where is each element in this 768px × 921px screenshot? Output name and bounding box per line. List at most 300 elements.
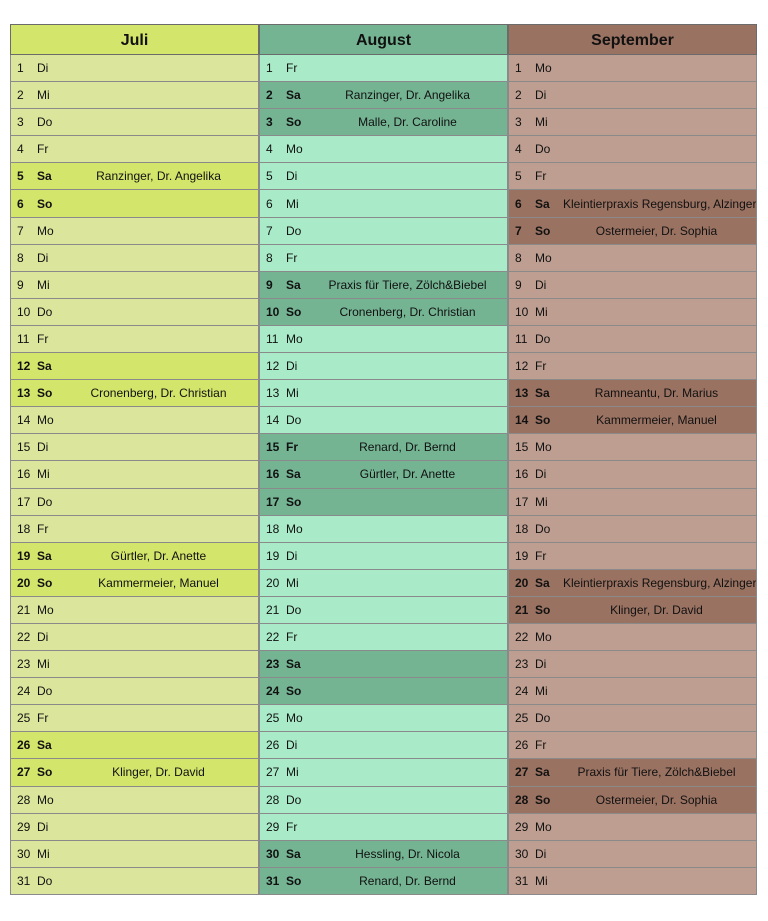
weekday-label: Do <box>286 413 302 428</box>
day-row <box>259 218 508 245</box>
day-number: 15 <box>17 440 31 455</box>
day-row <box>508 326 757 353</box>
weekday-label: Fr <box>535 548 547 563</box>
day-row <box>508 461 757 488</box>
day-row <box>259 678 508 705</box>
day-row <box>508 597 757 624</box>
day-number: 13 <box>515 386 529 401</box>
day-number: 29 <box>17 819 31 834</box>
day-number: 25 <box>17 711 31 726</box>
day-number: 14 <box>266 413 280 428</box>
weekday-label: So <box>286 115 302 130</box>
day-number: 8 <box>266 250 273 265</box>
weekday-label: Fr <box>286 61 298 76</box>
weekday-label: So <box>535 223 551 238</box>
weekday-label: Di <box>286 359 298 374</box>
weekday-label: Mo <box>286 142 303 157</box>
day-row <box>259 814 508 841</box>
day-row <box>508 136 757 163</box>
weekday-label: Do <box>37 115 53 130</box>
weekday-label: Mi <box>535 684 548 699</box>
day-number: 25 <box>515 711 529 726</box>
weekday-label: So <box>37 765 53 780</box>
weekday-label: Sa <box>286 467 301 482</box>
day-number: 31 <box>515 873 529 888</box>
weekday-label: Di <box>535 846 547 861</box>
day-row <box>259 787 508 814</box>
day-row <box>10 218 259 245</box>
day-number: 12 <box>515 359 529 374</box>
on-duty-practice: Ostermeier, Dr. Sophia <box>595 223 718 238</box>
weekday-label: Mi <box>535 115 548 130</box>
day-number: 27 <box>17 765 31 780</box>
weekday-label: Mi <box>286 575 299 590</box>
month-header: Juli <box>10 24 259 55</box>
day-row <box>508 624 757 651</box>
weekday-label: Fr <box>535 359 547 374</box>
day-number: 31 <box>17 873 31 888</box>
weekday-label: Sa <box>37 169 52 184</box>
weekday-label: Mi <box>535 304 548 319</box>
day-row <box>10 570 259 597</box>
day-number: 13 <box>266 386 280 401</box>
day-row <box>259 732 508 759</box>
day-row <box>508 299 757 326</box>
on-duty-practice: Kammermeier, Manuel <box>596 413 717 428</box>
day-number: 24 <box>17 684 31 699</box>
weekday-label: Do <box>286 223 302 238</box>
day-number: 26 <box>515 738 529 753</box>
day-number: 7 <box>266 223 273 238</box>
day-row <box>259 705 508 732</box>
day-row <box>10 678 259 705</box>
day-number: 16 <box>17 467 31 482</box>
weekday-label: Di <box>535 467 547 482</box>
weekday-label: Mi <box>37 277 50 292</box>
day-row <box>259 516 508 543</box>
day-number: 8 <box>515 250 522 265</box>
weekday-label: Mi <box>37 467 50 482</box>
day-number: 22 <box>266 630 280 645</box>
day-number: 6 <box>266 196 273 211</box>
weekday-label: So <box>286 684 302 699</box>
month-column-juli <box>10 24 259 895</box>
weekday-label: So <box>37 386 53 401</box>
day-number: 21 <box>266 602 280 617</box>
on-duty-practice: Klinger, Dr. David <box>610 602 703 617</box>
day-number: 13 <box>17 386 31 401</box>
day-row <box>259 868 508 895</box>
weekday-label: Mo <box>37 223 54 238</box>
day-number: 23 <box>17 657 31 672</box>
day-number: 28 <box>17 792 31 807</box>
weekday-label: Di <box>37 61 49 76</box>
weekday-label: Mi <box>37 657 50 672</box>
weekday-label: Fr <box>37 521 49 536</box>
weekday-label: Do <box>37 304 53 319</box>
day-number: 3 <box>17 115 24 130</box>
day-row <box>10 489 259 516</box>
day-row <box>10 814 259 841</box>
day-number: 18 <box>515 521 529 536</box>
day-number: 2 <box>515 88 522 103</box>
day-row <box>259 326 508 353</box>
day-number: 4 <box>266 142 273 157</box>
day-row <box>259 163 508 190</box>
day-number: 23 <box>515 657 529 672</box>
day-number: 1 <box>266 61 273 76</box>
on-duty-practice: Renard, Dr. Bernd <box>359 440 456 455</box>
day-number: 30 <box>266 846 280 861</box>
day-row <box>10 841 259 868</box>
on-duty-practice: Renard, Dr. Bernd <box>359 873 456 888</box>
day-number: 22 <box>17 630 31 645</box>
day-number: 18 <box>266 521 280 536</box>
day-row <box>259 489 508 516</box>
day-row <box>259 109 508 136</box>
weekday-label: Sa <box>535 575 550 590</box>
day-number: 5 <box>266 169 273 184</box>
weekday-label: Do <box>286 792 302 807</box>
weekday-label: Mi <box>286 765 299 780</box>
day-row <box>10 109 259 136</box>
weekday-label: Mi <box>535 494 548 509</box>
day-number: 11 <box>515 331 528 346</box>
day-number: 7 <box>17 223 24 238</box>
day-row <box>508 705 757 732</box>
day-row <box>508 841 757 868</box>
day-row <box>10 380 259 407</box>
weekday-label: Sa <box>286 657 301 672</box>
on-duty-practice: Kammermeier, Manuel <box>98 575 219 590</box>
day-row <box>10 461 259 488</box>
day-number: 17 <box>515 494 529 509</box>
day-row <box>508 163 757 190</box>
day-number: 21 <box>17 602 31 617</box>
weekday-label: So <box>37 575 53 590</box>
day-row <box>10 543 259 570</box>
weekday-label: Do <box>535 331 551 346</box>
day-number: 31 <box>266 873 280 888</box>
day-number: 26 <box>17 738 31 753</box>
weekday-label: Sa <box>535 765 550 780</box>
day-row <box>259 299 508 326</box>
day-row <box>508 814 757 841</box>
day-row <box>508 489 757 516</box>
day-row <box>508 407 757 434</box>
day-row <box>508 543 757 570</box>
day-number: 11 <box>17 331 30 346</box>
day-row <box>10 136 259 163</box>
day-row <box>259 597 508 624</box>
day-row <box>10 407 259 434</box>
weekday-label: Fr <box>286 819 298 834</box>
day-row <box>10 82 259 109</box>
weekday-label: Mo <box>535 819 552 834</box>
day-row <box>259 245 508 272</box>
day-row <box>508 245 757 272</box>
day-row <box>259 136 508 163</box>
weekday-label: Mo <box>37 792 54 807</box>
day-number: 9 <box>515 277 522 292</box>
day-number: 16 <box>515 467 529 482</box>
day-number: 18 <box>17 521 31 536</box>
weekday-label: Di <box>286 548 298 563</box>
weekday-label: Mo <box>286 521 303 536</box>
weekday-label: Mo <box>535 61 552 76</box>
weekday-label: Fr <box>535 169 547 184</box>
day-number: 29 <box>515 819 529 834</box>
day-number: 14 <box>17 413 31 428</box>
weekday-label: Mi <box>535 873 548 888</box>
day-number: 12 <box>17 359 31 374</box>
day-row <box>10 597 259 624</box>
day-number: 7 <box>515 223 522 238</box>
weekday-label: Di <box>286 169 298 184</box>
day-row <box>259 82 508 109</box>
on-duty-practice: Hessling, Dr. Nicola <box>355 846 460 861</box>
day-number: 3 <box>515 115 522 130</box>
weekday-label: Do <box>37 684 53 699</box>
weekday-label: Di <box>37 250 49 265</box>
day-row <box>259 624 508 651</box>
day-number: 19 <box>515 548 529 563</box>
day-row <box>508 570 757 597</box>
day-number: 26 <box>266 738 280 753</box>
day-row <box>259 55 508 82</box>
day-number: 25 <box>266 711 280 726</box>
day-number: 17 <box>266 494 280 509</box>
day-row <box>10 326 259 353</box>
weekday-label: Sa <box>286 846 301 861</box>
day-number: 24 <box>266 684 280 699</box>
day-row <box>10 759 259 786</box>
on-duty-practice: Kleintierpraxis Regensburg, Alzinger <box>563 196 756 211</box>
weekday-label: Sa <box>37 548 52 563</box>
day-row <box>10 353 259 380</box>
day-number: 2 <box>17 88 24 103</box>
day-number: 3 <box>266 115 273 130</box>
on-duty-practice: Kleintierpraxis Regensburg, Alzinger <box>563 575 756 590</box>
day-row <box>259 543 508 570</box>
day-row <box>10 705 259 732</box>
weekday-label: Do <box>535 521 551 536</box>
day-number: 6 <box>17 196 24 211</box>
on-duty-practice: Praxis für Tiere, Zölch&Biebel <box>328 277 487 292</box>
weekday-label: Sa <box>286 88 301 103</box>
weekday-label: Mo <box>286 331 303 346</box>
day-number: 27 <box>266 765 280 780</box>
weekday-label: Mo <box>535 250 552 265</box>
on-duty-practice: Klinger, Dr. David <box>112 765 205 780</box>
weekday-label: Fr <box>286 250 298 265</box>
day-row <box>10 245 259 272</box>
weekday-label: So <box>286 494 302 509</box>
day-row <box>508 516 757 543</box>
weekday-label: Fr <box>37 331 49 346</box>
day-row <box>259 380 508 407</box>
day-number: 8 <box>17 250 24 265</box>
weekday-label: Sa <box>535 386 550 401</box>
weekday-label: So <box>535 413 551 428</box>
on-duty-practice: Cronenberg, Dr. Christian <box>339 304 476 319</box>
day-number: 28 <box>266 792 280 807</box>
day-row <box>10 624 259 651</box>
day-number: 15 <box>266 440 280 455</box>
weekday-label: Fr <box>37 711 49 726</box>
weekday-label: Mi <box>37 846 50 861</box>
month-header: September <box>508 24 757 55</box>
weekday-label: So <box>535 792 551 807</box>
day-number: 17 <box>17 494 31 509</box>
day-row <box>10 732 259 759</box>
weekday-label: Mi <box>37 88 50 103</box>
on-duty-practice: Praxis für Tiere, Zölch&Biebel <box>577 765 736 780</box>
weekday-label: Do <box>535 142 551 157</box>
weekday-label: Mi <box>286 386 299 401</box>
day-number: 10 <box>266 304 280 319</box>
day-row <box>259 841 508 868</box>
day-number: 9 <box>17 277 24 292</box>
day-row <box>10 272 259 299</box>
day-number: 2 <box>266 88 273 103</box>
day-row <box>259 190 508 217</box>
on-duty-practice: Ranzinger, Dr. Angelika <box>345 88 470 103</box>
day-row <box>508 218 757 245</box>
weekday-label: Mo <box>286 711 303 726</box>
day-number: 29 <box>266 819 280 834</box>
day-number: 23 <box>266 657 280 672</box>
day-number: 30 <box>17 846 31 861</box>
day-row <box>259 407 508 434</box>
day-number: 1 <box>17 61 24 76</box>
day-row <box>10 787 259 814</box>
day-row <box>508 434 757 461</box>
day-number: 19 <box>17 548 31 563</box>
day-row <box>508 82 757 109</box>
weekday-label: Sa <box>37 359 52 374</box>
month-column-september <box>508 24 757 895</box>
weekday-label: So <box>286 873 302 888</box>
month-header: August <box>259 24 508 55</box>
on-duty-practice: Ramneantu, Dr. Marius <box>594 386 719 401</box>
day-row <box>10 299 259 326</box>
on-duty-practice: Gürtler, Dr. Anette <box>110 548 207 563</box>
day-row <box>508 868 757 895</box>
day-row <box>259 272 508 299</box>
weekday-label: Di <box>37 819 49 834</box>
day-row <box>10 55 259 82</box>
weekday-label: Di <box>535 657 547 672</box>
weekday-label: Sa <box>37 738 52 753</box>
weekday-label: Di <box>37 440 49 455</box>
day-row <box>10 651 259 678</box>
weekday-label: Mo <box>37 602 54 617</box>
on-duty-practice: Ranzinger, Dr. Angelika <box>96 169 221 184</box>
day-number: 5 <box>17 169 24 184</box>
day-number: 19 <box>266 548 280 563</box>
day-number: 22 <box>515 630 529 645</box>
day-number: 28 <box>515 792 529 807</box>
day-row <box>508 380 757 407</box>
day-number: 5 <box>515 169 522 184</box>
weekday-label: Mo <box>535 630 552 645</box>
weekday-label: So <box>37 196 53 211</box>
day-number: 20 <box>17 575 31 590</box>
day-row <box>10 434 259 461</box>
day-row <box>508 272 757 299</box>
weekday-label: Di <box>37 630 49 645</box>
day-row <box>508 190 757 217</box>
day-number: 20 <box>266 575 280 590</box>
day-row <box>508 109 757 136</box>
month-column-august <box>259 24 508 895</box>
day-row <box>259 759 508 786</box>
weekday-label: Fr <box>286 630 298 645</box>
on-duty-practice: Gürtler, Dr. Anette <box>359 467 456 482</box>
weekday-label: Sa <box>535 196 550 211</box>
day-number: 15 <box>515 440 529 455</box>
weekday-label: Di <box>535 277 547 292</box>
day-row <box>508 759 757 786</box>
weekday-label: Mo <box>535 440 552 455</box>
weekday-label: Do <box>535 711 551 726</box>
on-duty-practice: Ostermeier, Dr. Sophia <box>595 792 718 807</box>
day-row <box>10 868 259 895</box>
day-number: 14 <box>515 413 529 428</box>
on-duty-practice: Cronenberg, Dr. Christian <box>90 386 227 401</box>
weekday-label: Mo <box>37 413 54 428</box>
day-row <box>508 55 757 82</box>
day-number: 27 <box>515 765 529 780</box>
day-row <box>259 651 508 678</box>
day-number: 24 <box>515 684 529 699</box>
day-number: 1 <box>515 61 522 76</box>
day-row <box>508 732 757 759</box>
day-row <box>508 678 757 705</box>
day-number: 20 <box>515 575 529 590</box>
weekday-label: Do <box>286 602 302 617</box>
day-number: 10 <box>515 304 529 319</box>
weekday-label: Fr <box>286 440 298 455</box>
day-number: 16 <box>266 467 280 482</box>
weekday-label: Do <box>37 873 53 888</box>
weekday-label: Mi <box>286 196 299 211</box>
day-number: 4 <box>17 142 24 157</box>
day-number: 21 <box>515 602 529 617</box>
weekday-label: Di <box>535 88 547 103</box>
day-row <box>10 163 259 190</box>
day-number: 11 <box>266 331 279 346</box>
weekday-label: So <box>535 602 551 617</box>
weekday-label: Fr <box>37 142 49 157</box>
day-number: 10 <box>17 304 31 319</box>
day-number: 30 <box>515 846 529 861</box>
day-row <box>508 651 757 678</box>
day-row <box>508 787 757 814</box>
weekday-label: So <box>286 304 302 319</box>
day-number: 6 <box>515 196 522 211</box>
weekday-label: Di <box>286 738 298 753</box>
on-duty-practice: Malle, Dr. Caroline <box>358 115 457 130</box>
day-row <box>259 461 508 488</box>
day-row <box>10 516 259 543</box>
weekday-label: Sa <box>286 277 301 292</box>
day-row <box>259 570 508 597</box>
day-row <box>508 353 757 380</box>
day-row <box>259 353 508 380</box>
day-number: 12 <box>266 359 280 374</box>
